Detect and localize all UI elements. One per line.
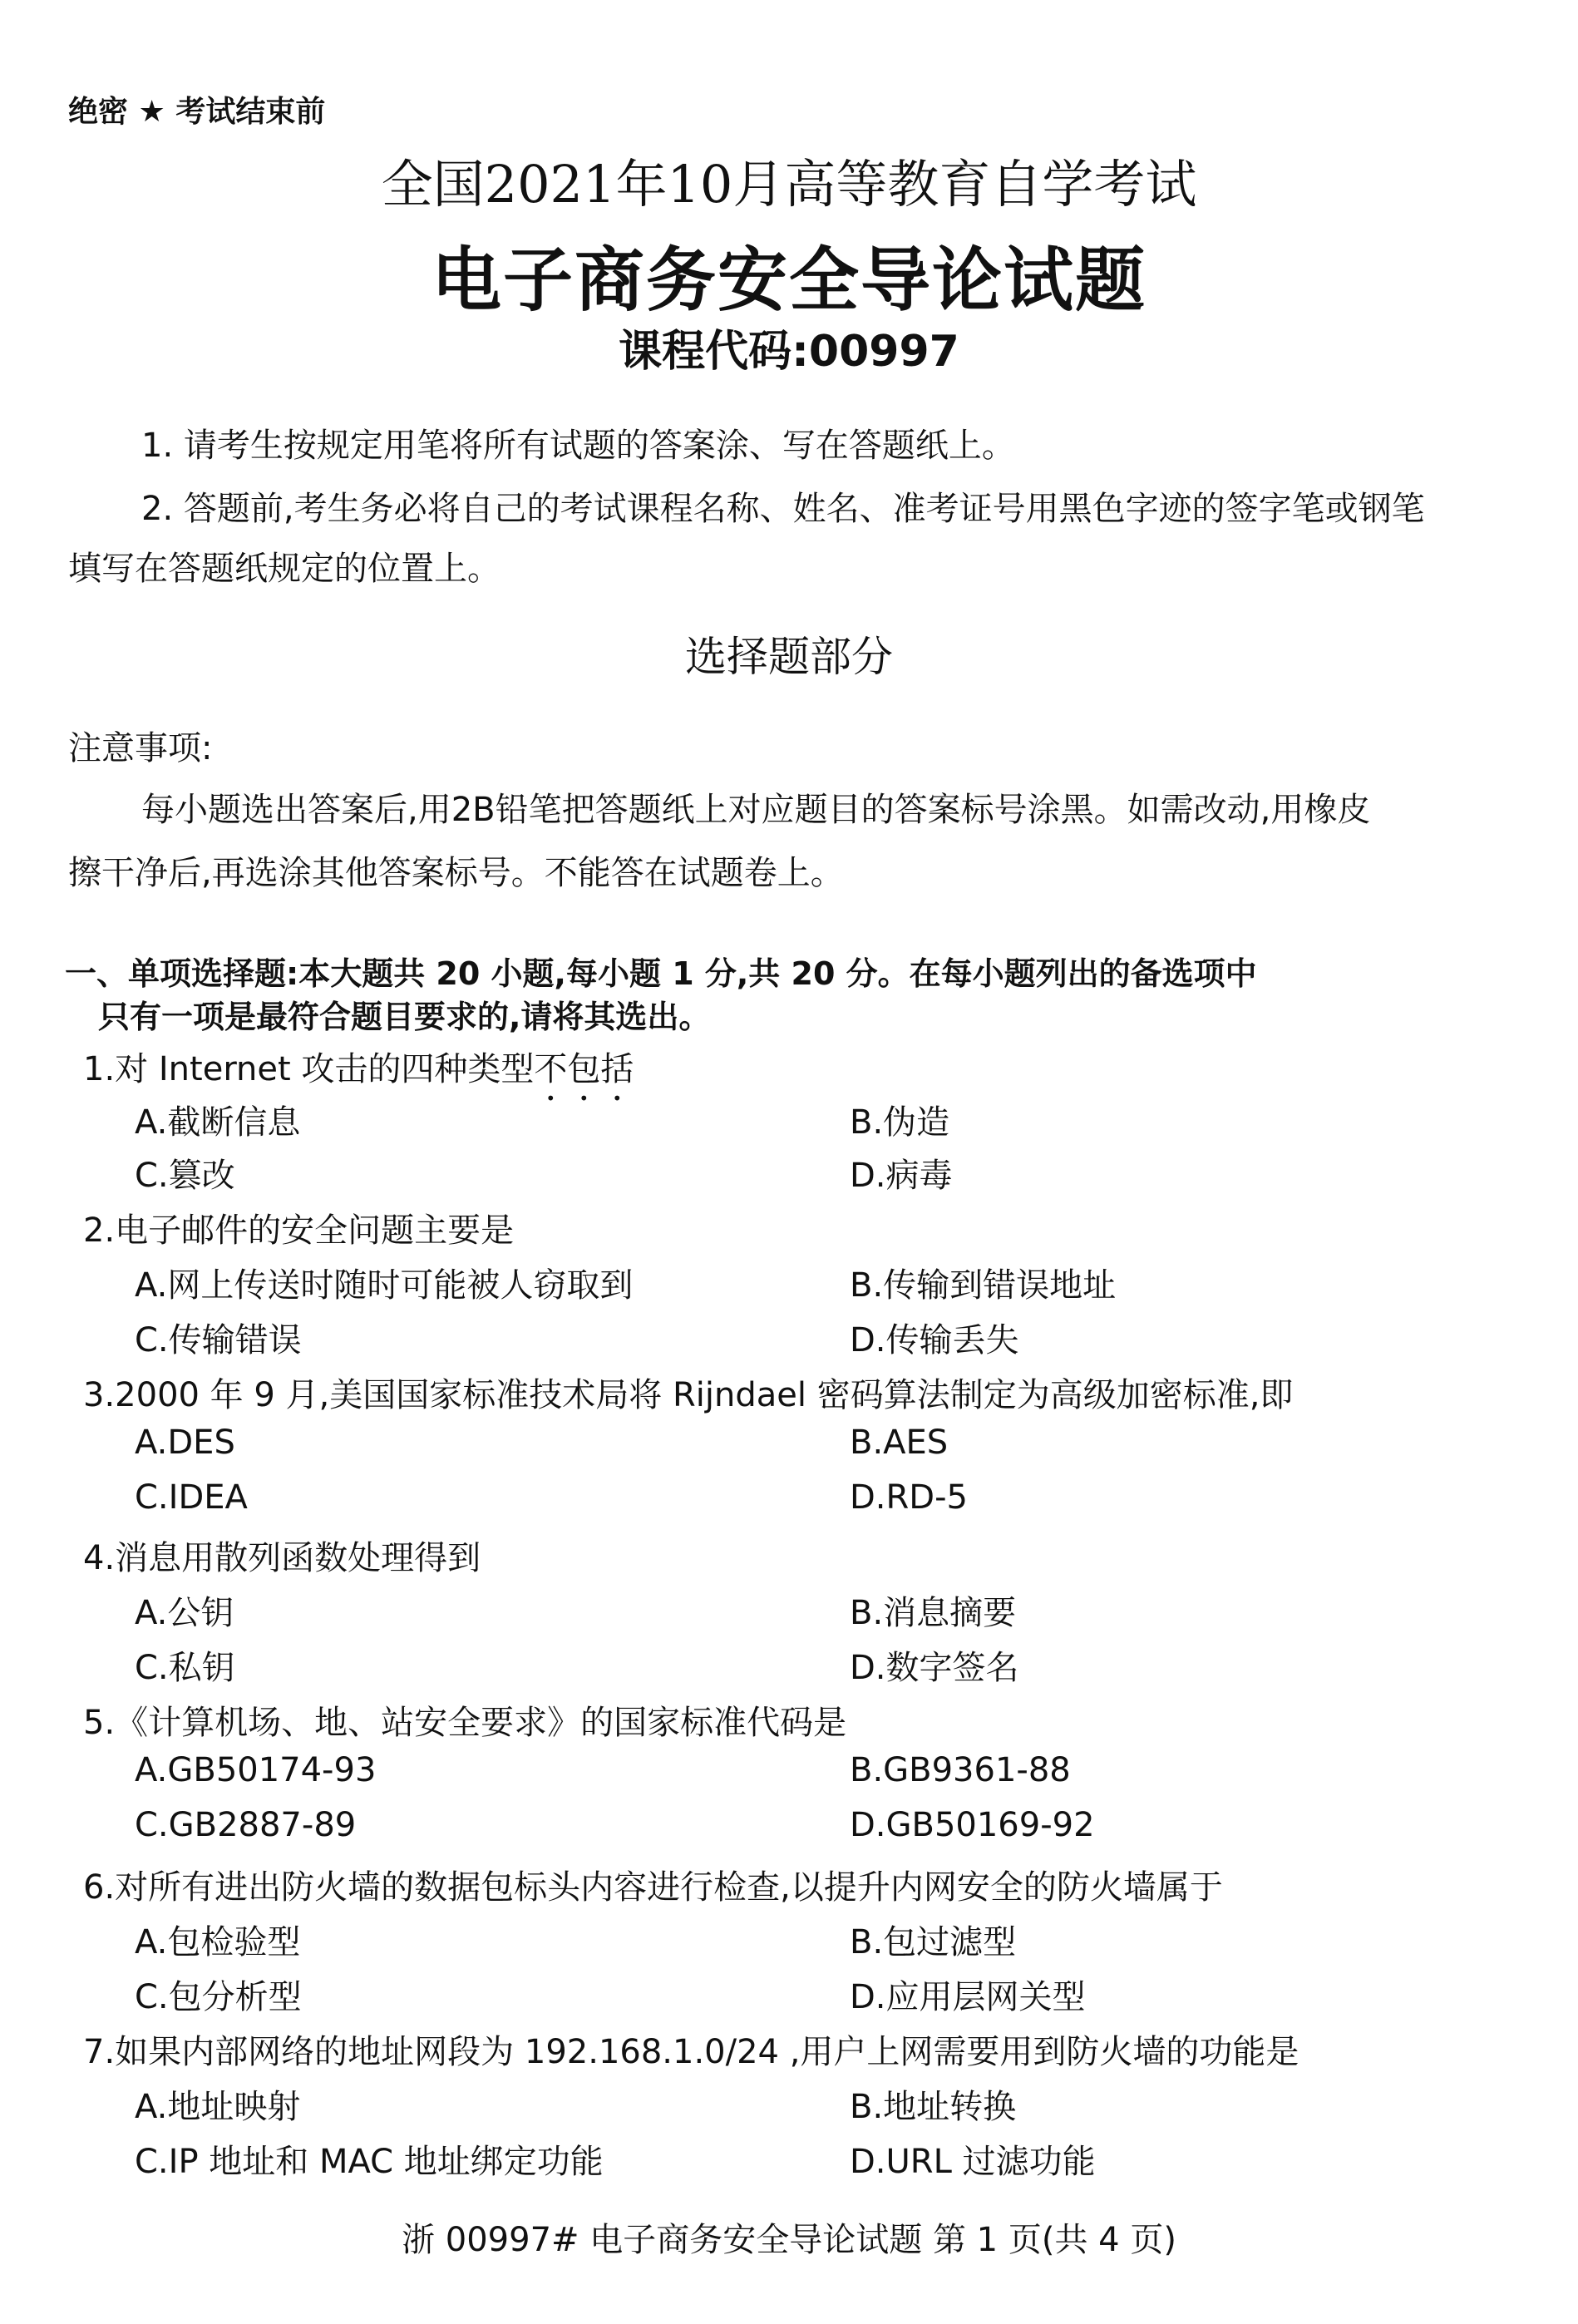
instruction-2-cont: 填写在答题纸规定的位置上。 [68,550,501,588]
question-4-stem: 4.消息用散列函数处理得到 [83,1539,481,1577]
section-title: 选择题部分 [685,633,893,681]
question-2-option-b: B.传输到错误地址 [850,1266,1117,1305]
page-footer: 浙 00997# 电子商务安全导论试题 第 1 页(共 4 页) [402,2221,1176,2259]
question-5-stem: 5.《计算机场、地、站安全要求》的国家标准代码是 [83,1704,847,1742]
question-3-stem: 3.2000 年 9 月,美国国家标准技术局将 Rijndael 密码算法制定为高级加密标准,即 [83,1376,1294,1414]
question-3-option-c: C.IDEA [135,1478,248,1517]
notice-line-1: 每小题选出答案后,用2B铅笔把答题纸上对应题目的答案标号涂黑。如需改动,用橡皮 [141,791,1371,829]
subject-title: 电子商务安全导论试题 [431,239,1147,321]
question-3-option-b: B.AES [850,1424,949,1462]
question-4-option-d: D.数字签名 [850,1649,1019,1687]
notice-line-2: 擦干净后,再选涂其他答案标号。不能答在试题卷上。 [68,854,844,892]
question-3-option-d: D.RD-5 [850,1478,968,1517]
question-1-option-c: C.篡改 [135,1157,235,1195]
course-code: 课程代码:00997 [619,327,959,377]
exam-title: 全国2021年10月高等教育自学考试 [381,154,1197,215]
question-1-option-a: A.截断信息 [135,1103,301,1142]
question-6-stem: 6.对所有进出防火墙的数据包标头内容进行检查,以提升内网安全的防火墙属于 [83,1868,1223,1907]
question-7-option-c: C.IP 地址和 MAC 地址绑定功能 [135,2143,604,2181]
question-2-option-a: A.网上传送时随时可能被人窃取到 [135,1266,634,1305]
question-6-option-a: A.包检验型 [135,1923,301,1961]
question-6-option-b: B.包过滤型 [850,1923,1017,1961]
question-1-emphasis: 不包括 [534,1050,634,1088]
question-7-option-a: A.地址映射 [135,2088,301,2126]
question-2-stem: 2.电子邮件的安全问题主要是 [83,1211,515,1250]
question-4-option-c: C.私钥 [135,1649,235,1687]
question-7-option-b: B.地址转换 [850,2088,1017,2126]
question-4-option-b: B.消息摘要 [850,1594,1017,1632]
question-3-option-a: A.DES [135,1424,235,1462]
question-6-option-c: C.包分析型 [135,1978,302,2016]
question-7-stem: 7.如果内部网络的地址网段为 192.168.1.0/24 ,用户上网需要用到防火墙的功能是 [83,2033,1299,2071]
question-2-option-c: C.传输错误 [135,1321,302,1359]
part-heading-line-2: 只有一项是最符合题目要求的,请将其选出。 [98,999,711,1035]
question-5-option-d: D.GB50169-92 [850,1806,1095,1844]
notice-title: 注意事项: [68,729,213,767]
question-1-option-b: B.伪造 [850,1103,950,1142]
question-5-option-a: A.GB50174-93 [135,1751,377,1789]
question-7-option-d: D.URL 过滤功能 [850,2143,1096,2181]
question-1-option-d: D.病毒 [850,1157,953,1195]
question-1-stem-text: 1.对 Internet 攻击的四种类型 [83,1050,535,1088]
part-heading-line-1: 一、单项选择题:本大题共 20 小题,每小题 1 分,共 20 分。在每小题列出的备选项中 [65,955,1257,992]
question-5-option-c: C.GB2887-89 [135,1806,357,1844]
question-2-option-d: D.传输丢失 [850,1321,1019,1359]
instruction-2: 2. 答题前,考生务必将自己的考试课程名称、姓名、准考证号用黑色字迹的签字笔或钢笔 [141,490,1425,528]
question-5-option-b: B.GB9361-88 [850,1751,1071,1789]
question-6-option-d: D.应用层网关型 [850,1978,1086,2016]
secret-mark: 绝密 ★ 考试结束前 [68,95,326,129]
instruction-1: 1. 请考生按规定用笔将所有试题的答案涂、写在答题纸上。 [141,427,1015,465]
question-4-option-a: A.公钥 [135,1594,234,1632]
